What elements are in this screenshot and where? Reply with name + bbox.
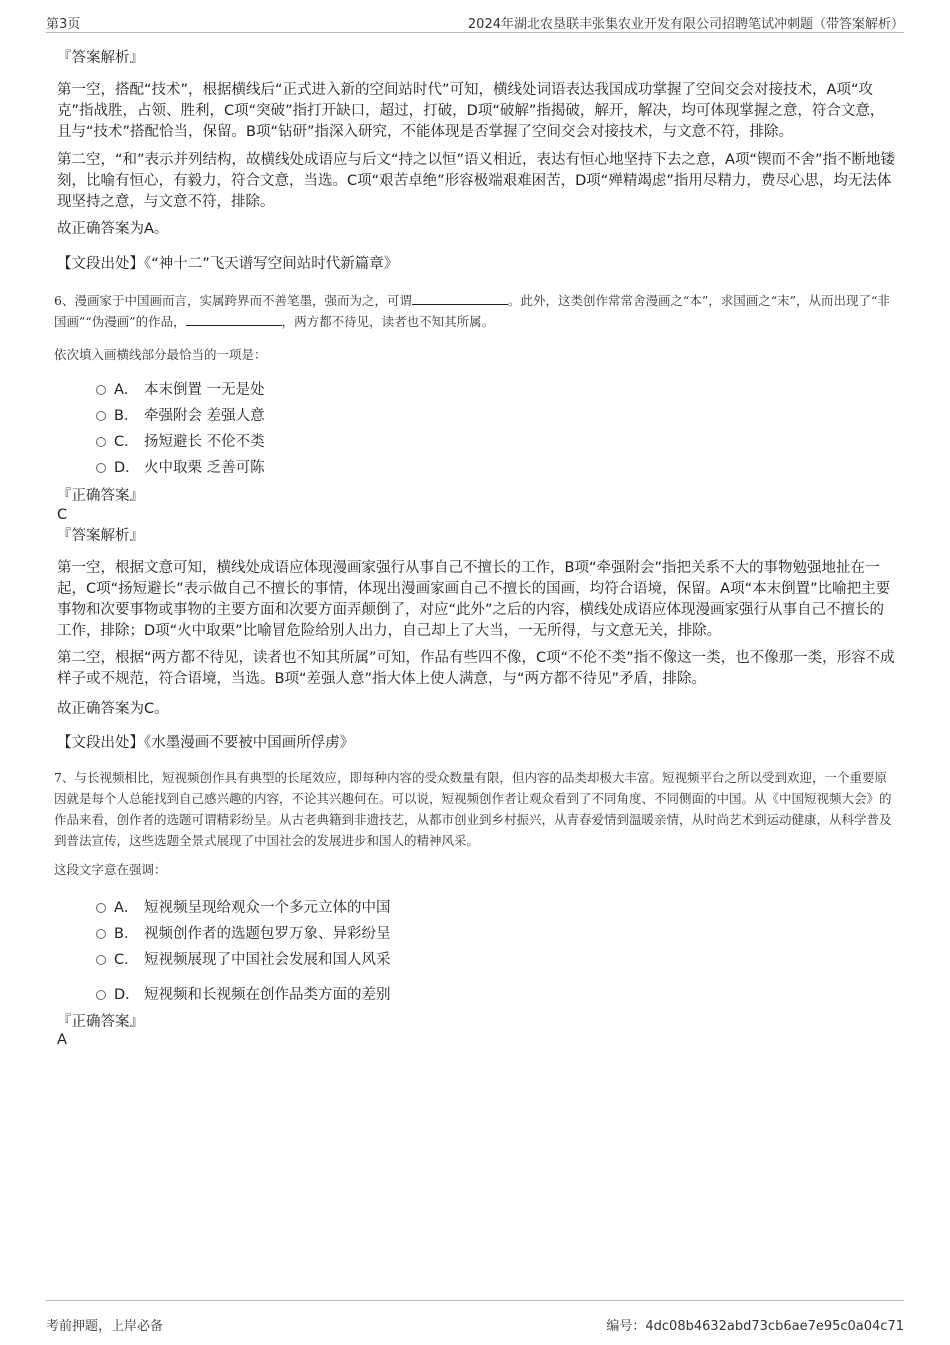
document-id: 编号：4dc08b4632abd73cb6ae7e95c0a04c71 [606, 1319, 904, 1334]
q6-option-b[interactable]: B． 牵强附会 差强人意 [96, 406, 265, 426]
q7-option-b[interactable]: B． 视频创作者的选题包罗万象、异彩纷呈 [96, 924, 391, 944]
q5-analysis-p1: 第一空，搭配“技术”，根据横线后“正式进入新的空间站时代”可知，横线处词语表达我国成功掌握了空间交会对接技术，A项“攻克”指战胜，占领、胜利，C项“突破”指打开缺口，超过，打破，D项“破解”指揭破，解开，解决，均可体现掌握之意，符合文意，且与“技术”搭配恰当，保留。B项“钻研”指深入研究，不能体现是否掌握了空间交会对接技术，与文意不符，排除。 [57, 82, 885, 140]
q7-option-c[interactable]: C． 短视频展现了中国社会发展和国人风采 [96, 950, 391, 970]
q5-conclusion: 故正确答案为A。 [57, 221, 169, 237]
q6-prompt: 依次填入画横线部分最恰当的一项是： [54, 347, 267, 362]
q7-stem: 7、与长视频相比，短视频创作具有典型的长尾效应，即每种内容的受众数量有限，但内容的品类却极大丰富。短视频平台之所以受到欢迎，一个重要原因就是每个人总能找到自己感兴趣的内容，不论其兴趣何在。可以说，短视频创作者让观众看到了不同角度、不同侧面的中国。从《中国短视频大会》的作品来看，创作者的选题可谓精彩纷呈。从古老典籍到非遗技艺，从都市创业到乡村振兴，从青春爱情到温暖亲情，从时尚艺术到运动健康，从科学普及到普法宣传，这些选题全景式展现了中国社会的发展进步和国人的精神风采。 [54, 770, 892, 848]
radio-icon[interactable] [96, 903, 106, 913]
q6-analysis-p1: 第一空，根据文意可知，横线处成语应体现漫画家强行从事自己不擅长的工作，B项“牵强附会”指把关系不大的事物勉强地扯在一起，C项“扬短避长”表示做自己不擅长的事情，体现出漫画家画自己不擅长的国画，均符合语境，保留。A项“本末倒置”比喻把主要事物和次要事物或事物的主要方面和次要方面弄颠倒了，对应“此外”之后的内容，横线处成语应体现漫画家强行从事自己不擅长的工作，排除；D项“火中取栗”比喻冒危险给别人出力，自己却上了大当，一无所得，与文意无关，排除。 [57, 560, 891, 639]
q6-analysis-p2: 第二空，根据“两方都不待见，读者也不知其所属”可知，作品有些四不像，C项“不伦不类”指不像这一类，也不像那一类，形容不成样子或不规范，符合语境，当选。B项“差强人意”指大体上使人满意，与“两方都不待见”矛盾，排除。 [57, 650, 895, 687]
radio-icon[interactable] [96, 955, 106, 965]
q7-option-d[interactable]: D． 短视频和长视频在创作品类方面的差别 [96, 985, 391, 1005]
radio-icon[interactable] [96, 990, 106, 1000]
q5-analysis-p2: 第二空，“和”表示并列结构，故横线处成语应与后文“持之以恒”语义相近，表达有恒心地坚持下去之意，A项“锲而不舍”指不断地镂刻，比喻有恒心，有毅力，符合文意，当选。C项“艰苦卓绝”形容极端艰难困苦，D项“殚精竭虑”指用尽精力，费尽心思，均无法体现坚持之意，与文意不符，排除。 [57, 152, 895, 210]
radio-icon[interactable] [96, 463, 106, 473]
page-header [46, 10, 904, 33]
q7-answer-title: 『正确答案』 [57, 1014, 144, 1030]
q7-option-a[interactable]: A． 短视频呈现给观众一个多元立体的中国 [96, 898, 391, 918]
q6-stem: 6、漫画家于中国画而言，实属跨界而不善笔墨，强而为之，可谓 。此外，这类创作常常舍漫画之“本”，求国画之“末”，从而出现了“非国画”“伪漫画”的作品， ，两方都不待见，读者也不知其所属。 [54, 293, 890, 329]
radio-icon[interactable] [96, 411, 106, 421]
q5-analysis-title: 『答案解析』 [57, 50, 144, 66]
q6-option-d[interactable]: D． 火中取栗 乏善可陈 [96, 458, 265, 478]
q7-answer: A [57, 1032, 67, 1048]
q6-answer: C [57, 507, 68, 523]
radio-icon[interactable] [96, 385, 106, 395]
q6-option-c[interactable]: C． 扬短避长 不伦不类 [96, 432, 265, 452]
answer-blank-1 [412, 304, 508, 305]
radio-icon[interactable] [96, 437, 106, 447]
page-footer [46, 1300, 904, 1339]
document-title: 2024年湖北农垦联丰张集农业开发有限公司招聘笔试冲刺题（带答案解析） [467, 17, 904, 32]
answer-blank-2 [186, 325, 282, 326]
q7-prompt: 这段文字意在强调： [54, 862, 167, 877]
footer-slogan: 考前押题，上岸必备 [46, 1319, 164, 1334]
q6-conclusion: 故正确答案为C。 [57, 701, 169, 717]
q6-source: 【文段出处】《水墨漫画不要被中国画所俘虏》 [57, 735, 355, 751]
q6-analysis-title: 『答案解析』 [57, 528, 144, 544]
q6-answer-title: 『正确答案』 [57, 488, 144, 504]
q5-source: 【文段出处】《“神十二”飞天谱写空间站时代新篇章》 [57, 256, 399, 272]
q6-option-a[interactable]: A． 本末倒置 一无是处 [96, 380, 265, 400]
page-number: 第3页 [46, 17, 81, 32]
radio-icon[interactable] [96, 929, 106, 939]
